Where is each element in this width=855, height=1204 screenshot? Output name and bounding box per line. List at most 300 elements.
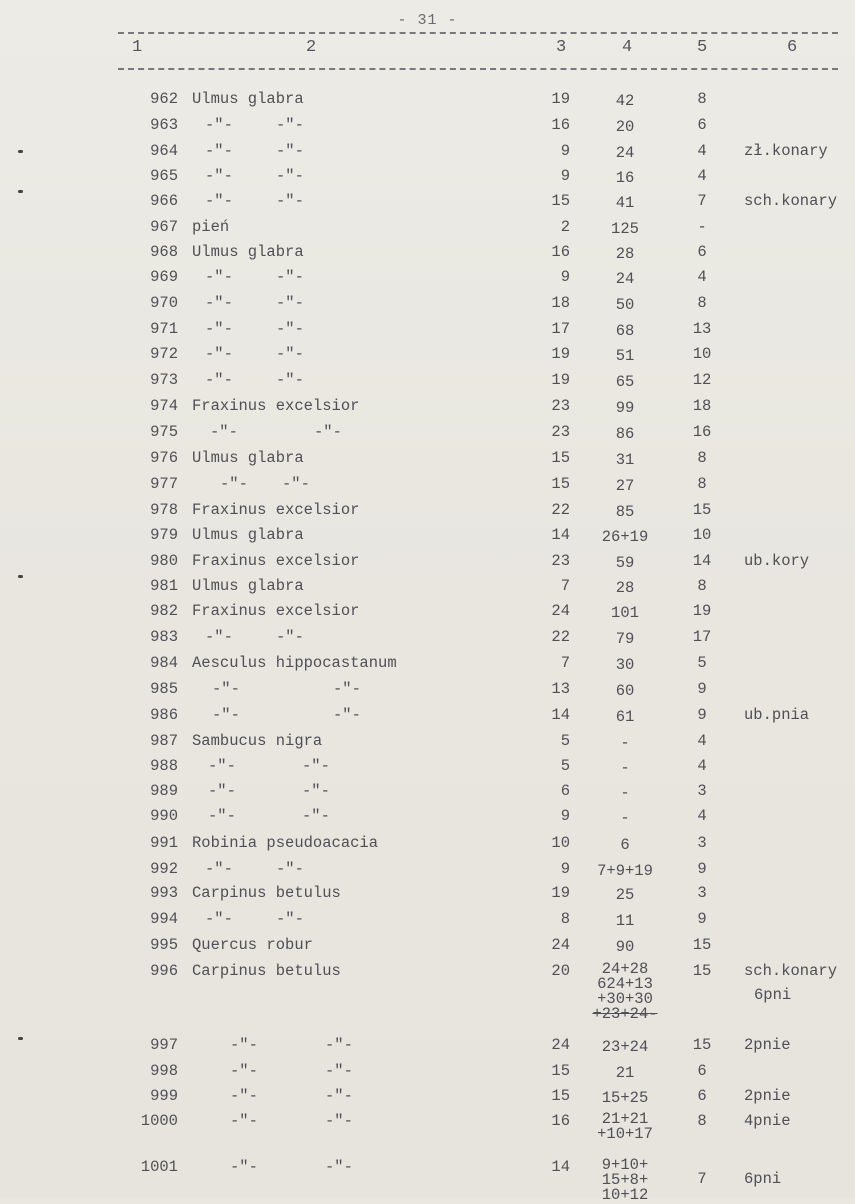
column-4-line: 9+10+ <box>601 1156 649 1174</box>
column-3-value: 23 <box>551 552 570 570</box>
column-3-value: 16 <box>551 1112 570 1130</box>
column-4-value <box>575 218 675 240</box>
ditto-mark: -"- <box>276 628 304 646</box>
column-3-value: 19 <box>551 90 570 108</box>
tree-number: 977 <box>150 475 178 493</box>
column-3-value: 15 <box>551 475 570 493</box>
column-4-value <box>575 397 675 419</box>
table-row <box>0 345 855 371</box>
column-3-value: 15 <box>551 1062 570 1080</box>
table-row <box>0 526 855 552</box>
column-4-line: 24 <box>615 270 635 288</box>
column-4-line: 21 <box>615 1064 635 1082</box>
table-row <box>0 732 855 758</box>
table-row <box>0 1087 855 1113</box>
ditto-mark: -"- <box>302 807 330 825</box>
column-5-value: 15 <box>692 962 712 980</box>
ditto-mark: -"- <box>205 345 233 363</box>
ditto-mark: -"- <box>208 782 236 800</box>
column-5-value: 18 <box>692 397 712 415</box>
column-4-line: 624+13 <box>597 975 653 993</box>
column-4-line: 68 <box>615 322 635 340</box>
ditto-mark: -"- <box>276 142 304 160</box>
column-3-value: 14 <box>551 706 570 724</box>
ditto-mark: -"- <box>333 706 361 724</box>
tree-number: 994 <box>150 910 178 928</box>
column-4-value <box>575 243 675 265</box>
column-4-value <box>575 320 675 342</box>
column-4-line: 21+21 <box>601 1110 649 1128</box>
column-5-value: 15 <box>692 936 712 954</box>
column-3-value: 15 <box>551 192 570 210</box>
column-3-value: 9 <box>560 167 570 185</box>
tree-number: 978 <box>150 501 178 519</box>
column-3-value: 7 <box>560 577 570 595</box>
column-4-line: 28 <box>615 579 635 597</box>
column-4-value <box>575 167 675 189</box>
column-4-value <box>575 732 675 754</box>
remark: 2pnie <box>744 1087 791 1105</box>
tree-number: 987 <box>150 732 178 750</box>
punch-mark <box>18 575 23 578</box>
ditto-mark: -"- <box>205 628 233 646</box>
tree-number: 968 <box>150 243 178 261</box>
tree-number: 980 <box>150 552 178 570</box>
punch-mark <box>18 190 23 193</box>
column-5-value: 8 <box>697 577 707 595</box>
column-3-value: 15 <box>551 1087 570 1105</box>
top-rule <box>118 32 838 34</box>
species-name: Fraxinus excelsior <box>192 397 360 415</box>
table-row <box>0 475 855 501</box>
column-5-value: 8 <box>697 1112 707 1130</box>
species-name: Fraxinus excelsior <box>192 602 360 620</box>
column-5-value: 14 <box>692 552 712 570</box>
ditto-mark: -"- <box>205 371 233 389</box>
ditto-mark: -"- <box>212 680 240 698</box>
column-3-value: 5 <box>560 732 570 750</box>
column-4-value <box>575 834 675 856</box>
column-5-value: - <box>697 218 707 236</box>
column-3-value: 10 <box>551 834 570 852</box>
table-row <box>0 167 855 193</box>
remark: sch.konary <box>744 962 838 980</box>
column-4-line: - <box>620 784 630 802</box>
column-4-line: 59 <box>615 554 635 572</box>
column-4-line: 11 <box>615 912 635 930</box>
column-4-value <box>575 1112 675 1142</box>
tree-number: 981 <box>150 577 178 595</box>
table-row <box>0 757 855 783</box>
column-5-value: 4 <box>697 142 707 160</box>
column-4-value <box>575 371 675 393</box>
ditto-mark: -"- <box>314 423 342 441</box>
ditto-mark: -"- <box>325 1062 353 1080</box>
species-name: pień <box>192 218 230 236</box>
ditto-mark: -"- <box>276 345 304 363</box>
ditto-mark: -"- <box>276 320 304 338</box>
column-4-value <box>575 294 675 316</box>
column-4-value <box>575 116 675 138</box>
column-4-value <box>575 757 675 779</box>
table-row <box>0 960 855 1023</box>
column-5-value: 10 <box>692 526 712 544</box>
column-3-value: 5 <box>560 757 570 775</box>
header-rule <box>118 68 838 70</box>
column-3-value: 17 <box>551 320 570 338</box>
column-4-value <box>575 475 675 497</box>
column-3-value: 16 <box>551 116 570 134</box>
column-4-value <box>575 90 675 112</box>
column-4-value <box>575 1062 675 1084</box>
punch-mark <box>18 150 23 153</box>
column-3-value: 9 <box>560 807 570 825</box>
tree-number: 998 <box>150 1062 178 1080</box>
column-3-value: 19 <box>551 345 570 363</box>
tree-number: 967 <box>150 218 178 236</box>
column-header-3: 3 <box>556 38 567 57</box>
species-name: Ulmus glabra <box>192 243 304 261</box>
column-5-value: 4 <box>697 732 707 750</box>
column-4-value <box>575 628 675 650</box>
column-3-value: 8 <box>560 910 570 928</box>
tree-number: 976 <box>150 449 178 467</box>
column-3-value: 9 <box>560 860 570 878</box>
column-5-value: 8 <box>697 449 707 467</box>
tree-number: 979 <box>150 526 178 544</box>
column-5-value: 4 <box>697 167 707 185</box>
column-header-2: 2 <box>306 38 317 57</box>
remark: zł.konary <box>744 142 828 160</box>
tree-number: 982 <box>150 602 178 620</box>
ditto-mark: -"- <box>276 116 304 134</box>
column-3-value: 9 <box>560 142 570 160</box>
ditto-mark: -"- <box>230 1062 258 1080</box>
column-5-value: 9 <box>697 860 707 878</box>
column-4-line: 86 <box>615 425 635 443</box>
remark: ub.kory <box>744 552 810 570</box>
column-5-value: 6 <box>697 1062 707 1080</box>
ditto-mark: -"- <box>205 167 233 185</box>
column-5-value: 5 <box>697 654 707 672</box>
ditto-mark: -"- <box>210 423 238 441</box>
species-name: Fraxinus excelsior <box>192 501 360 519</box>
table-row <box>0 807 855 833</box>
page-number: - 31 - <box>397 12 458 29</box>
column-4-value <box>575 501 675 523</box>
column-3-value: 24 <box>551 602 570 620</box>
ditto-mark: -"- <box>325 1087 353 1105</box>
column-3-value: 14 <box>551 526 570 544</box>
species-name: Carpinus betulus <box>192 962 341 980</box>
table-row <box>0 449 855 475</box>
column-3-value: 20 <box>551 962 570 980</box>
ditto-mark: -"- <box>302 782 330 800</box>
column-4-line: 42 <box>615 92 635 110</box>
species-name: Aesculus hippocastanum <box>192 654 397 672</box>
table-row <box>0 1156 855 1204</box>
column-3-value: 23 <box>551 397 570 415</box>
column-4-line: 27 <box>615 477 635 495</box>
column-4-value <box>575 602 675 624</box>
table-row <box>0 501 855 527</box>
remark: 4pnie <box>744 1112 791 1130</box>
column-3-value: 22 <box>551 501 570 519</box>
column-4-value <box>575 782 675 804</box>
table-row <box>0 90 855 116</box>
column-header-6: 6 <box>787 38 798 57</box>
column-3-value: 6 <box>560 782 570 800</box>
column-5-value: 9 <box>697 910 707 928</box>
species-name: Fraxinus excelsior <box>192 552 360 570</box>
column-5-value: 15 <box>692 1036 712 1054</box>
column-4-line: 125 <box>611 220 639 238</box>
remark: 2pnie <box>744 1036 791 1054</box>
tree-number: 1000 <box>140 1112 178 1130</box>
tree-number: 963 <box>150 116 178 134</box>
column-4-line: 25 <box>615 886 635 904</box>
column-4-line: 15+25 <box>601 1089 649 1107</box>
ditto-mark: -"- <box>230 1036 258 1054</box>
table-row <box>0 910 855 936</box>
species-name: Ulmus glabra <box>192 449 304 467</box>
column-5-value: 16 <box>692 423 712 441</box>
column-header-4: 4 <box>622 38 633 57</box>
tree-number: 997 <box>150 1036 178 1054</box>
tree-number: 989 <box>150 782 178 800</box>
table-row <box>0 706 855 732</box>
table-row <box>0 782 855 808</box>
column-4-value <box>575 910 675 932</box>
table-row <box>0 218 855 244</box>
table-row <box>0 371 855 397</box>
column-3-value: 23 <box>551 423 570 441</box>
ditto-mark: -"- <box>205 116 233 134</box>
column-3-value: 2 <box>560 218 570 236</box>
ditto-mark: -"- <box>333 680 361 698</box>
column-3-value: 24 <box>551 936 570 954</box>
column-4-line: 101 <box>611 604 639 622</box>
ditto-mark: -"- <box>212 706 240 724</box>
column-5-value: 3 <box>697 884 707 902</box>
column-4-value <box>575 577 675 599</box>
column-4-line: 30 <box>615 656 635 674</box>
column-4-line: 41 <box>615 194 635 212</box>
table-row <box>0 654 855 680</box>
tree-number: 1001 <box>140 1158 178 1176</box>
column-4-line: 24+28 <box>601 960 649 978</box>
column-header-1: 1 <box>132 38 143 57</box>
column-5-value: 6 <box>697 243 707 261</box>
column-4-line: 26+19 <box>601 528 649 546</box>
table-row <box>0 192 855 218</box>
table-row <box>0 423 855 449</box>
tree-number: 970 <box>150 294 178 312</box>
column-3-value: 13 <box>551 680 570 698</box>
column-5-value: 8 <box>697 475 707 493</box>
table-row <box>0 577 855 603</box>
ditto-mark: -"- <box>276 910 304 928</box>
column-3-value: 18 <box>551 294 570 312</box>
species-name: Carpinus betulus <box>192 884 341 902</box>
column-3-value: 9 <box>560 268 570 286</box>
remark: ub.pnia <box>744 706 810 724</box>
tree-number: 991 <box>150 834 178 852</box>
tree-number: 986 <box>150 706 178 724</box>
column-5-value: 19 <box>692 602 712 620</box>
tree-number: 990 <box>150 807 178 825</box>
tree-number: 985 <box>150 680 178 698</box>
column-4-line: +23+24- <box>592 1005 658 1023</box>
ditto-mark: -"- <box>282 475 310 493</box>
species-name: Ulmus glabra <box>192 526 304 544</box>
ditto-mark: -"- <box>208 807 236 825</box>
column-4-line: 28 <box>615 245 635 263</box>
column-4-line: 6 <box>620 836 630 854</box>
column-4-value <box>575 962 675 1022</box>
column-4-value <box>575 884 675 906</box>
column-4-line: 79 <box>615 630 635 648</box>
column-3-value: 19 <box>551 884 570 902</box>
tree-number: 995 <box>150 936 178 954</box>
tree-number: 966 <box>150 192 178 210</box>
column-5-value: 4 <box>697 807 707 825</box>
tree-number: 973 <box>150 371 178 389</box>
column-4-value <box>575 526 675 548</box>
column-4-value <box>575 1158 675 1203</box>
column-4-line: - <box>620 734 630 752</box>
table-row <box>0 268 855 294</box>
column-3-value: 19 <box>551 371 570 389</box>
remark: sch.konary <box>744 192 838 210</box>
column-4-line: 24 <box>615 144 635 162</box>
column-5-value: 9 <box>697 680 707 698</box>
column-4-value <box>575 268 675 290</box>
column-4-line: 60 <box>615 682 635 700</box>
ditto-mark: -"- <box>325 1112 353 1130</box>
column-5-value: 4 <box>697 268 707 286</box>
ditto-mark: -"- <box>230 1158 258 1176</box>
ditto-mark: -"- <box>205 860 233 878</box>
column-4-line: +10+17 <box>597 1125 653 1143</box>
ditto-mark: -"- <box>325 1036 353 1054</box>
column-4-value <box>575 654 675 676</box>
table-row <box>0 116 855 142</box>
species-name: Quercus robur <box>192 936 313 954</box>
column-4-value <box>575 552 675 574</box>
column-4-value <box>575 142 675 164</box>
column-5-value: 9 <box>697 706 707 724</box>
column-5-value: 4 <box>697 757 707 775</box>
table-row <box>0 602 855 628</box>
column-4-line: 15+8+ <box>601 1171 649 1189</box>
column-5-value: 13 <box>692 320 712 338</box>
tree-number: 988 <box>150 757 178 775</box>
column-3-value: 22 <box>551 628 570 646</box>
column-4-line: 31 <box>615 451 635 469</box>
tree-number: 992 <box>150 860 178 878</box>
column-5-value: 8 <box>697 294 707 312</box>
remark: 6pni <box>754 986 792 1004</box>
column-4-line: 99 <box>615 399 635 417</box>
column-3-value: 16 <box>551 243 570 261</box>
tree-number: 962 <box>150 90 178 108</box>
table-row <box>0 834 855 860</box>
column-4-line: 51 <box>615 347 635 365</box>
tree-number: 993 <box>150 884 178 902</box>
tree-number: 984 <box>150 654 178 672</box>
column-4-line: 10+12 <box>601 1186 649 1204</box>
tree-number: 965 <box>150 167 178 185</box>
column-5-value: 7 <box>697 192 707 210</box>
column-4-value <box>575 706 675 728</box>
table-row <box>0 860 855 886</box>
tree-number: 999 <box>150 1087 178 1105</box>
tree-number: 969 <box>150 268 178 286</box>
column-4-value <box>575 860 675 882</box>
ditto-mark: -"- <box>302 757 330 775</box>
ditto-mark: -"- <box>276 860 304 878</box>
ditto-mark: -"- <box>230 1112 258 1130</box>
column-4-line: 20 <box>615 118 635 136</box>
column-5-value: 8 <box>697 90 707 108</box>
table-row <box>0 294 855 320</box>
tree-number: 983 <box>150 628 178 646</box>
ditto-mark: -"- <box>276 167 304 185</box>
ditto-mark: -"- <box>276 371 304 389</box>
column-4-value <box>575 936 675 958</box>
ditto-mark: -"- <box>205 142 233 160</box>
column-5-value: 6 <box>697 1087 707 1105</box>
column-4-line: +30+30 <box>597 990 653 1008</box>
column-5-value: 6 <box>697 116 707 134</box>
remark: 6pni <box>744 1170 782 1188</box>
column-4-line: 7+9+19 <box>597 862 653 880</box>
table-row <box>0 142 855 168</box>
species-name: Robinia pseudoacacia <box>192 834 379 852</box>
column-4-line: 50 <box>615 296 635 314</box>
table-row <box>0 320 855 346</box>
column-header-5: 5 <box>697 38 708 57</box>
tree-number: 964 <box>150 142 178 160</box>
column-4-value <box>575 192 675 214</box>
column-5-value: 7 <box>697 1170 707 1188</box>
column-3-value: 14 <box>551 1158 570 1176</box>
column-4-value <box>575 807 675 829</box>
table-row <box>0 936 855 962</box>
ditto-mark: -"- <box>205 294 233 312</box>
column-5-value: 12 <box>692 371 712 389</box>
ditto-mark: -"- <box>276 294 304 312</box>
table-row <box>0 243 855 269</box>
column-5-value: 3 <box>697 782 707 800</box>
species-name: Ulmus glabra <box>192 90 304 108</box>
table-row <box>0 552 855 578</box>
column-4-line: 23+24 <box>601 1038 649 1056</box>
ditto-mark: -"- <box>205 192 233 210</box>
ditto-mark: -"- <box>276 192 304 210</box>
column-4-value <box>575 680 675 702</box>
ditto-mark: -"- <box>230 1087 258 1105</box>
ditto-mark: -"- <box>205 910 233 928</box>
ditto-mark: -"- <box>205 268 233 286</box>
column-4-line: - <box>620 759 630 777</box>
column-4-line: 16 <box>615 169 635 187</box>
ditto-mark: -"- <box>208 757 236 775</box>
table-row <box>0 628 855 654</box>
column-4-value <box>575 449 675 471</box>
column-3-value: 15 <box>551 449 570 467</box>
